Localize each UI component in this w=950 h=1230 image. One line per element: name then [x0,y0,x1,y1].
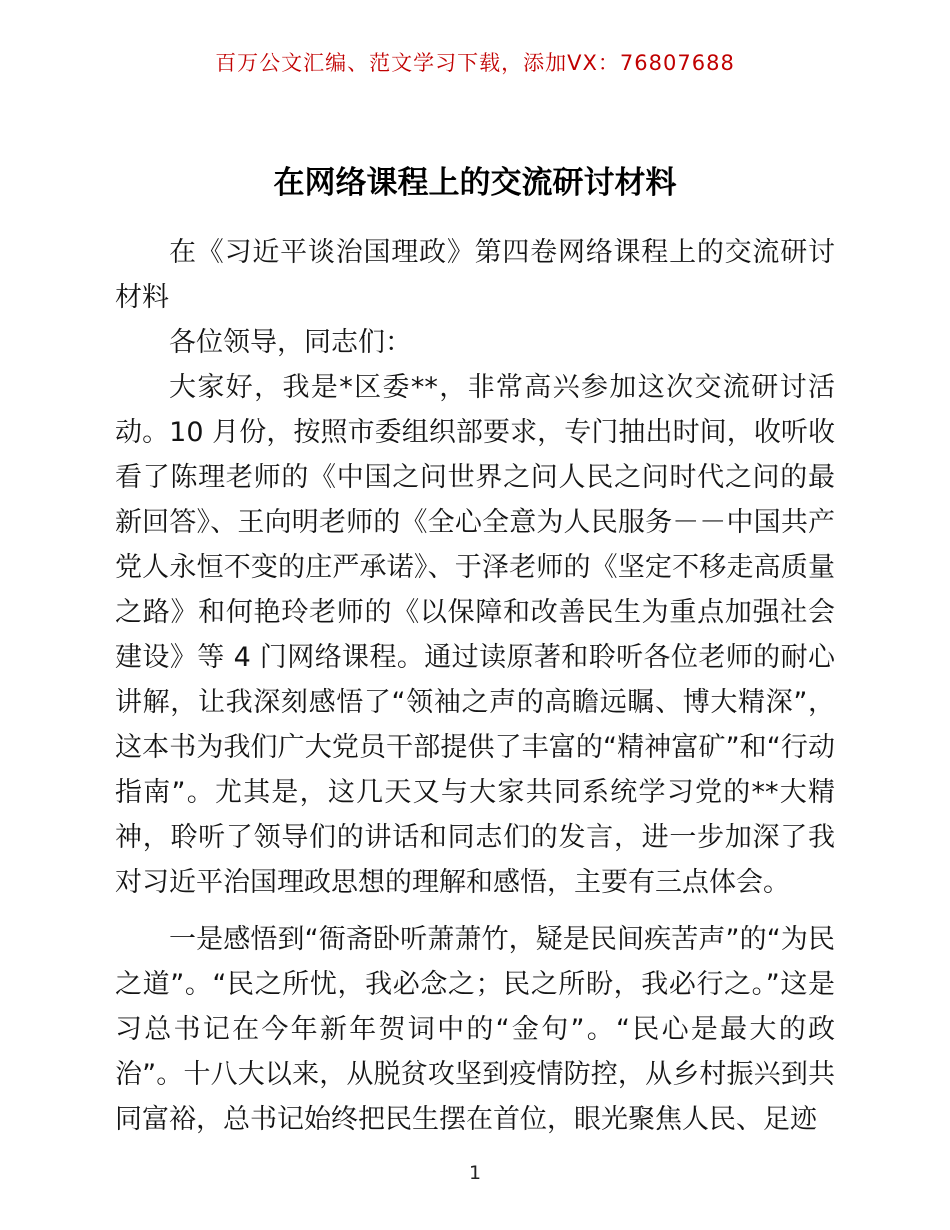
document-body [115,230,835,1142]
promo-header-text: 百万公文汇编、范文学习下载，添加VX：76807688 [215,51,735,75]
paragraph-body: 一是感悟到“衙斋卧听萧萧竹，疑是民间疾苦声”的“为民之道”。“民之所忧，我必念之；民之所盼，我必行之。”这是习总书记在今年新年贺词中的“金句”。“民心是最大的政治”。十八大以来，从脱贫攻坚到疫情防控，从乡村振兴到共同富裕，总书记始终把民生摆在首位，眼光聚焦人民、足迹 [115,924,835,1135]
paragraph-body: 大家好，我是*区委**，非常高兴参加这次交流研讨活动。10 月份，按照市委组织部要求，专门抽出时间，收听收看了陈理老师的《中国之问世界之问人民之问时代之问的最新回答》、王向明老师的《全心全意为人民服务－－中国共产党人永恒不变的庄严承诺》、于泽老师的《坚定不移走高质量之路》和何艳玲老师的《以保障和改善民生为重点加强社会建设》等 4 门网络课程。通过读原著和聆听各位老师的耐心讲解，让我深刻感悟了“领袖之声的高瞻远瞩、博大精深”，这本书为我们广大党员干部提供了丰富的“精神富矿”和“行动指南”。尤其是，这几天又与大家共同系统学习党的**大精神，聆听了领导们的讲话和同志们的发言，进一步加深了我对习近平治国理政思想的理解和感悟，主要有三点体会。 [115,372,835,898]
paragraph-salutation: 各位领导，同志们： [169,327,412,358]
paragraph-subtitle: 在《习近平谈治国理政》第四卷网络课程上的交流研讨材料 [115,237,835,313]
page-number: 1 [468,1162,482,1184]
document-title: 在网络课程上的交流研讨材料 [273,165,677,201]
